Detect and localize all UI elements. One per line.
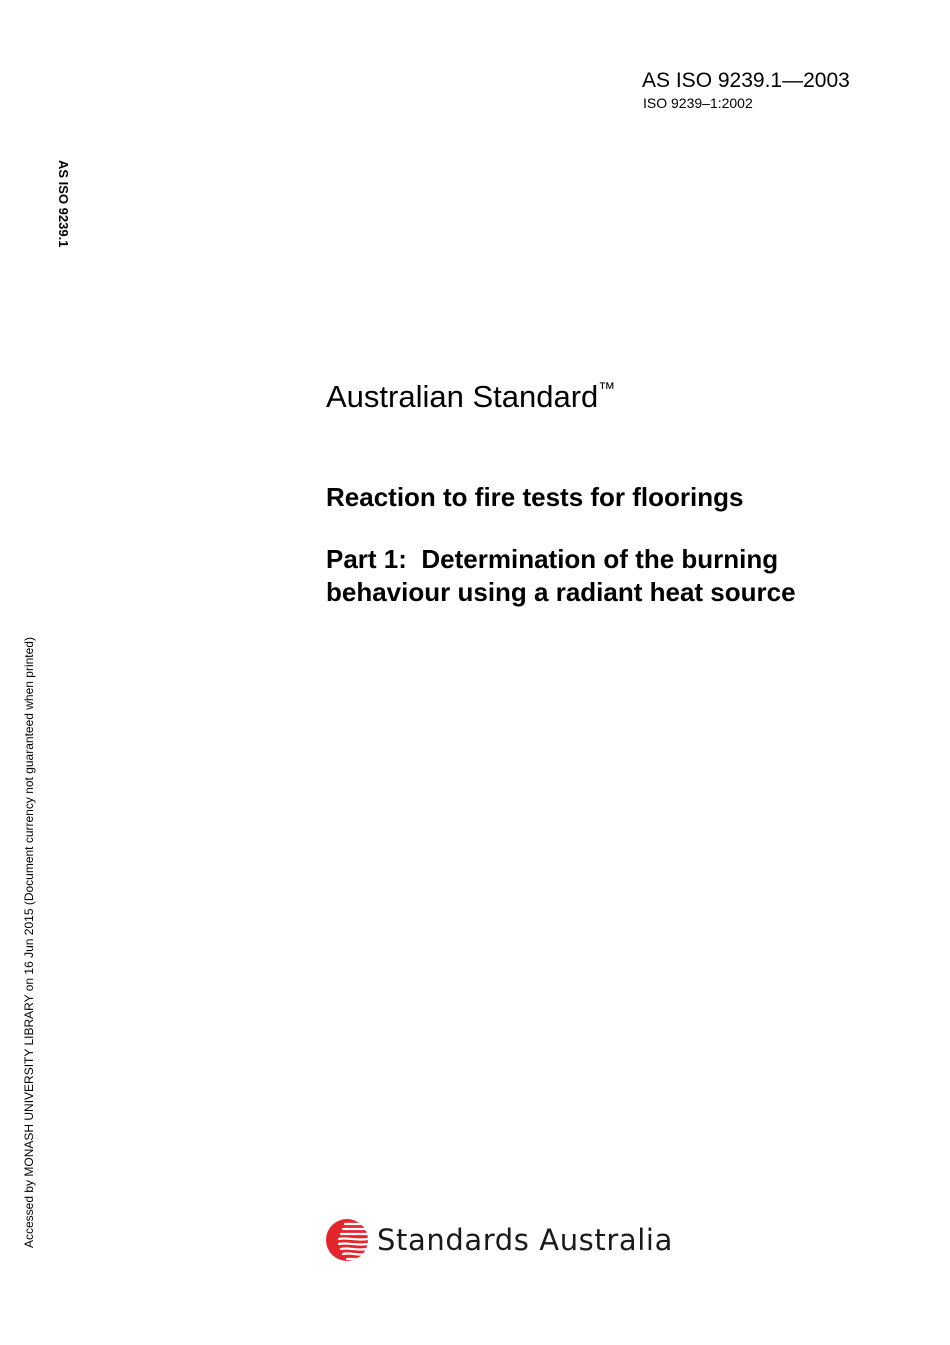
- part-title: [326, 543, 886, 609]
- spine-label: AS ISO 9239.1: [56, 160, 71, 248]
- document-title: Reaction to fire tests for floorings: [326, 482, 744, 512]
- access-note: Accessed by MONASH UNIVERSITY LIBRARY on 16 Jun 2015 (Document currency not guaranteed when printed): [22, 637, 36, 1248]
- standards-australia-logo-icon: [325, 1218, 369, 1262]
- part-title-text: Determination of the burning behaviour using a radiant heat source: [326, 544, 796, 607]
- iso-number: ISO 9239–1:2002: [643, 95, 753, 111]
- publisher-logo: [325, 1218, 673, 1262]
- series-name: Australian Standard: [326, 379, 599, 414]
- part-label: Part 1:: [326, 544, 422, 574]
- standard-number: AS ISO 9239.1—2003: [642, 69, 850, 92]
- trademark-symbol: ™: [598, 379, 616, 398]
- publisher-name: Standards Australia: [377, 1223, 673, 1257]
- series-title: [326, 378, 615, 416]
